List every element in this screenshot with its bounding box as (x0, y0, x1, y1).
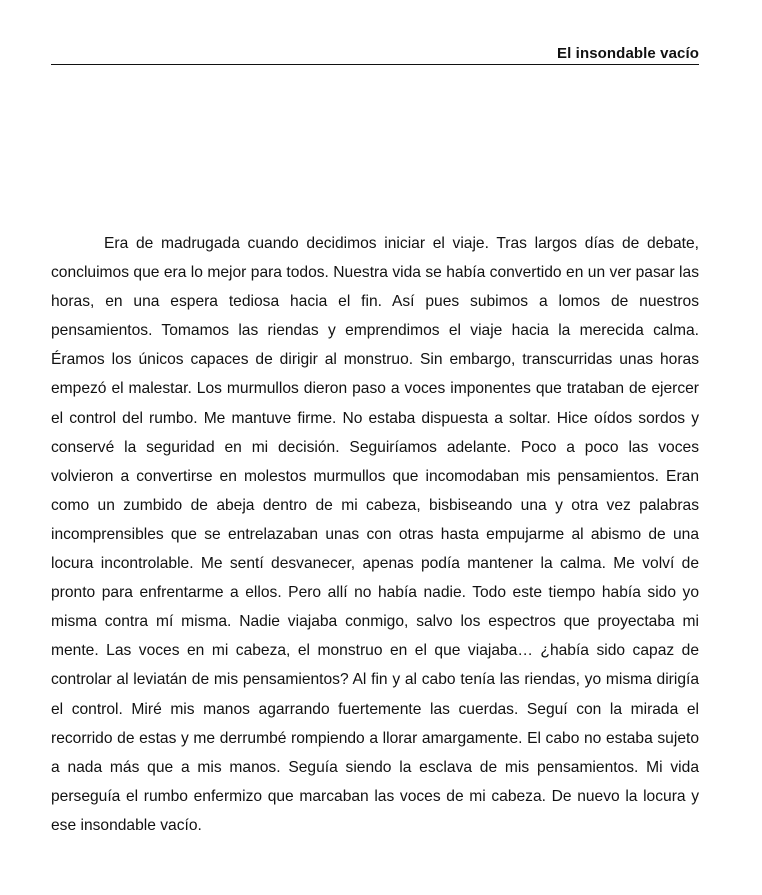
header-title: El insondable vacío (557, 45, 699, 62)
body-paragraph: Era de madrugada cuando decidimos iniciar el viaje. Tras largos días de debate, concluimos que era lo mejor para todos. Nuestra vida se había convertido en un ver pasar las horas, en una espera tediosa hacia el fin. Así pues subimos a lomos de nuestros pensamientos. Tomamos las riendas y emprendimos el viaje hacia la merecida calma. Éramos los únicos capaces de dirigir al monstruo. Sin embargo, transcurridas unas horas empezó el malestar. Los murmullos dieron paso a voces imponentes que trataban de ejercer el control del rumbo. Me mantuve firme. No estaba dispuesta a soltar. Hice oídos sordos y conservé la seguridad en mi decisión. Seguiríamos adelante. Poco a poco las voces volvieron a convertirse en molestos murmullos que incomodaban mis pensamientos. Eran como un zumbido de abeja dentro de mi cabeza, bisbiseando una y otra vez palabras incomprensibles que se entrelazaban unas con otras hasta empujarme al abismo de una locura incontrolable. Me sentí desvanecer, apenas podía mantener la calma. Me volví de pronto para enfrentarme a ellos. Pero allí no había nadie. Todo este tiempo había sido yo misma contra mí misma. Nadie viajaba conmigo, salvo los espectros que proyectaba mi mente. Las voces en mi cabeza, el monstruo en el que viajaba… ¿había sido capaz de controlar al leviatán de mis pensamientos? Al fin y al cabo tenía las riendas, yo misma dirigía el control. Miré mis manos agarrando fuertemente las cuerdas. Seguí con la mirada el recorrido de estas y me derrumbé rompiendo a llorar amargamente. El cabo no estaba sujeto a nada más que a mis manos. Seguía siendo la esclava de mis pensamientos. Mi vida perseguía el rumbo enfermizo que marcaban las voces de mi cabeza. De nuevo la locura y ese insondable vacío. (51, 235, 699, 834)
page-header (51, 44, 699, 65)
